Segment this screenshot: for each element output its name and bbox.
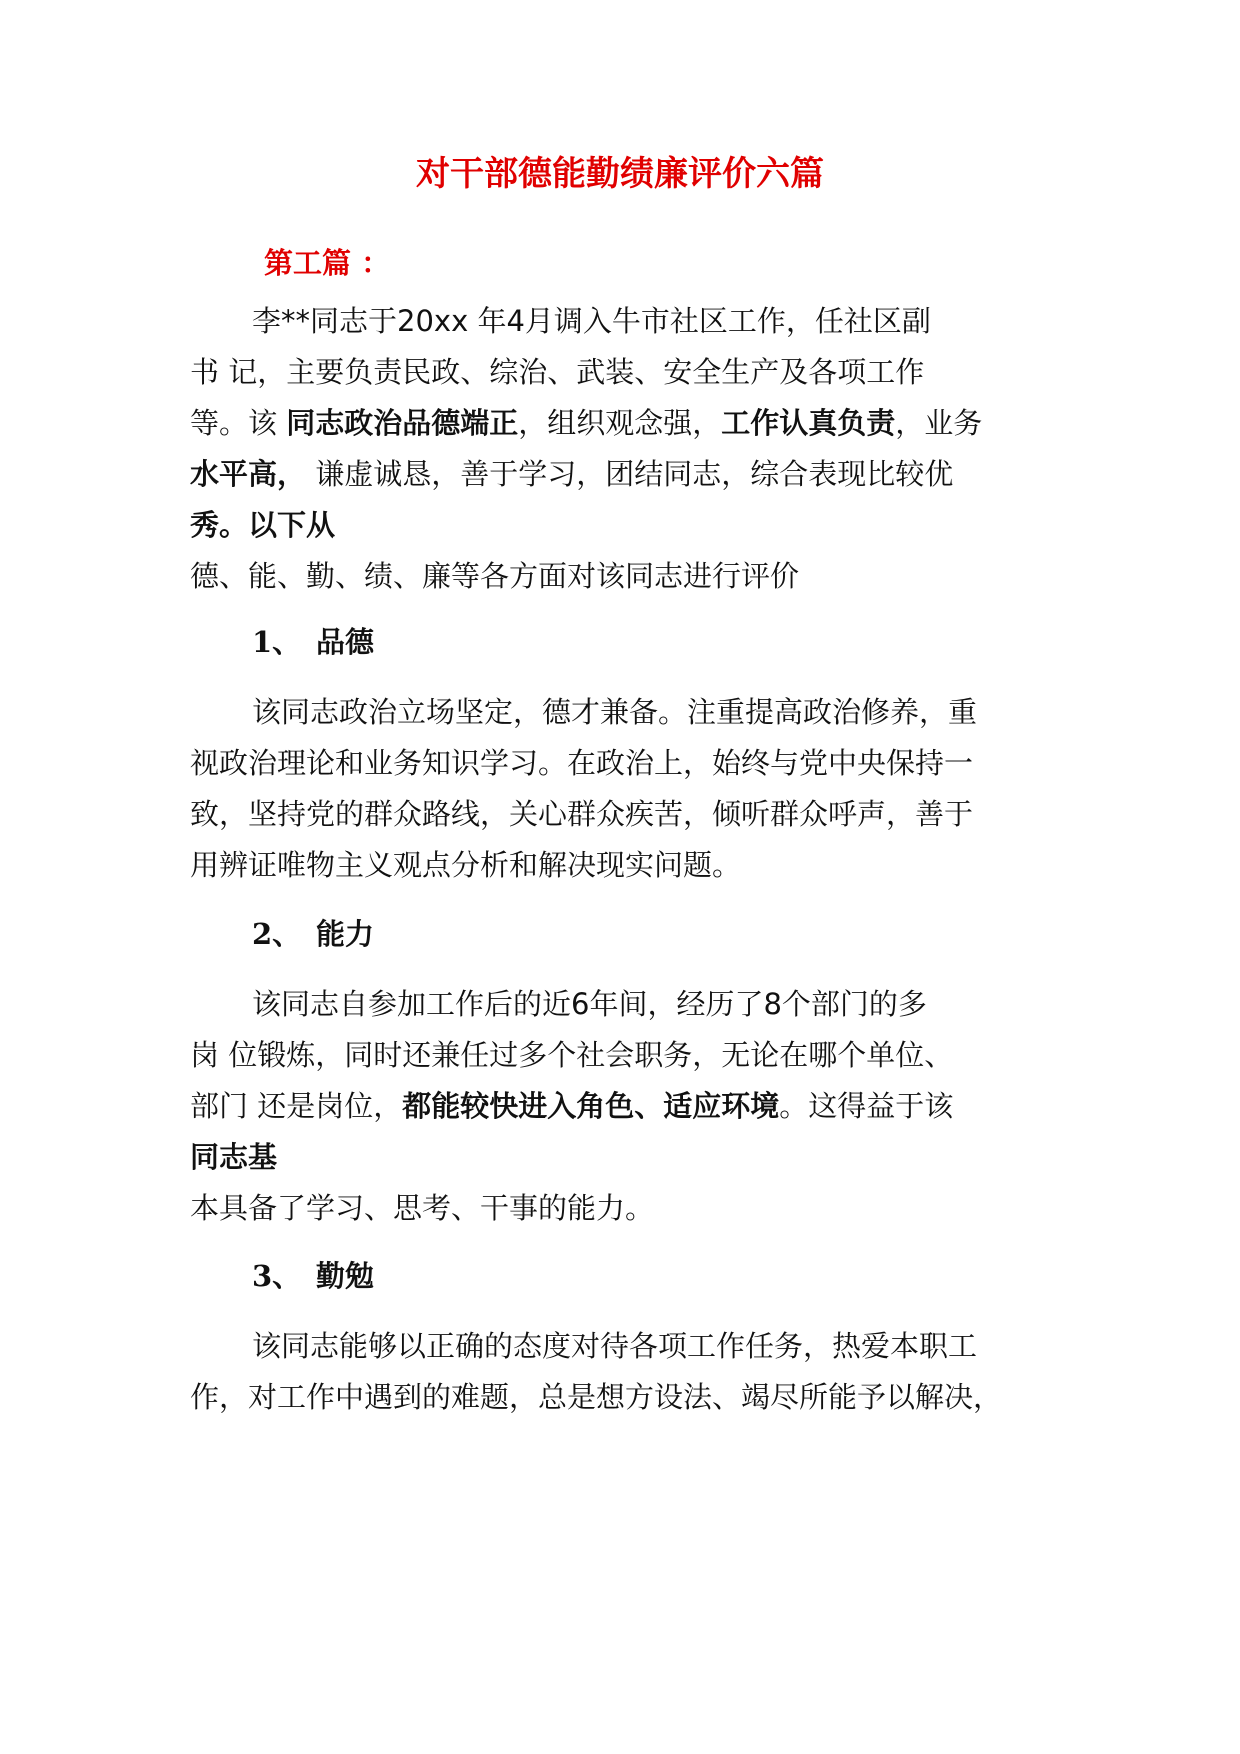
intro-line-4-part-b: 谦虚诚恳，善于学习，团结同志，综合表现比较优 bbox=[306, 457, 954, 491]
section-3-line-2: 作，对工作中遇到的难题，总是想方设法、竭尽所能予以解决， bbox=[190, 1380, 1003, 1414]
section-2-line-3-part-a: 部门 还是岗位， bbox=[190, 1089, 403, 1123]
intro-line-5: 秀。以下从 bbox=[190, 508, 336, 542]
intro-line-6: 德、能、勤、绩、廉等各方面对该同志进行评价 bbox=[190, 559, 800, 593]
section-2-heading bbox=[252, 914, 374, 954]
intro-line-3-part-b: 同志政治品德端正 bbox=[286, 406, 519, 440]
intro-line-2: 书 记，主要负责民政、综治、武装、安全生产及各项工作 bbox=[190, 355, 925, 389]
intro-line-3-part-d: 工作认真负责 bbox=[721, 406, 896, 440]
section-2-line-4: 同志基 bbox=[190, 1140, 278, 1174]
intro-line-3 bbox=[190, 403, 982, 443]
intro-line-3-part-e: ，业务 bbox=[895, 406, 983, 440]
intro-line-4 bbox=[190, 454, 953, 494]
section-1-line-2: 视政治理论和业务知识学习。在政治上，始终与党中央保持一 bbox=[190, 746, 974, 780]
section-1-line-3: 致，坚持党的群众路线，关心群众疾苦，倾听群众呼声，善于 bbox=[190, 797, 974, 831]
section-1-line-4: 用辨证唯物主义观点分析和解决现实问题。 bbox=[190, 848, 742, 882]
section-1-number: 1、 bbox=[252, 625, 302, 659]
section-3-line-1: 该同志能够以正确的态度对待各项工作任务，热爱本职工 bbox=[252, 1329, 978, 1363]
section-3-number: 3、 bbox=[252, 1259, 302, 1293]
section-2-number: 2、 bbox=[252, 917, 302, 951]
section-2-line-1: 该同志自参加工作后的近6年间，经历了8个部门的多 bbox=[252, 987, 927, 1021]
section-2-title: 能力 bbox=[316, 917, 375, 951]
section-1-title: 品德 bbox=[316, 625, 375, 659]
section-2-line-3-part-c: 。这得益于该 bbox=[779, 1089, 954, 1123]
section-3-heading bbox=[252, 1256, 374, 1296]
section-1-heading bbox=[252, 622, 374, 662]
section-2-line-2: 岗 位锻炼，同时还兼任过多个社会职务，无论在哪个单位、 bbox=[190, 1038, 954, 1072]
intro-line-4-part-a: 水平高， bbox=[190, 457, 307, 491]
section-2-line-5: 本具备了学习、思考、干事的能力。 bbox=[190, 1191, 655, 1225]
section-1-line-1: 该同志政治立场坚定，德才兼备。注重提高政治修养，重 bbox=[252, 695, 978, 729]
section-subtitle: 第工篇 ： bbox=[264, 246, 391, 280]
document-title: 对干部德能勤绩廉评价六篇 bbox=[416, 154, 824, 194]
intro-line-1: 李**同志于20xx 年4月调入牛市社区工作，任社区副 bbox=[252, 304, 931, 338]
section-2-line-3-part-b: 都能较快进入角色、适应环境 bbox=[402, 1089, 780, 1123]
section-2-line-3 bbox=[190, 1086, 953, 1126]
intro-line-3-part-c: ，组织观念强， bbox=[518, 406, 722, 440]
intro-line-3-part-a: 等。该 bbox=[190, 406, 287, 440]
section-3-title: 勤勉 bbox=[316, 1259, 375, 1293]
